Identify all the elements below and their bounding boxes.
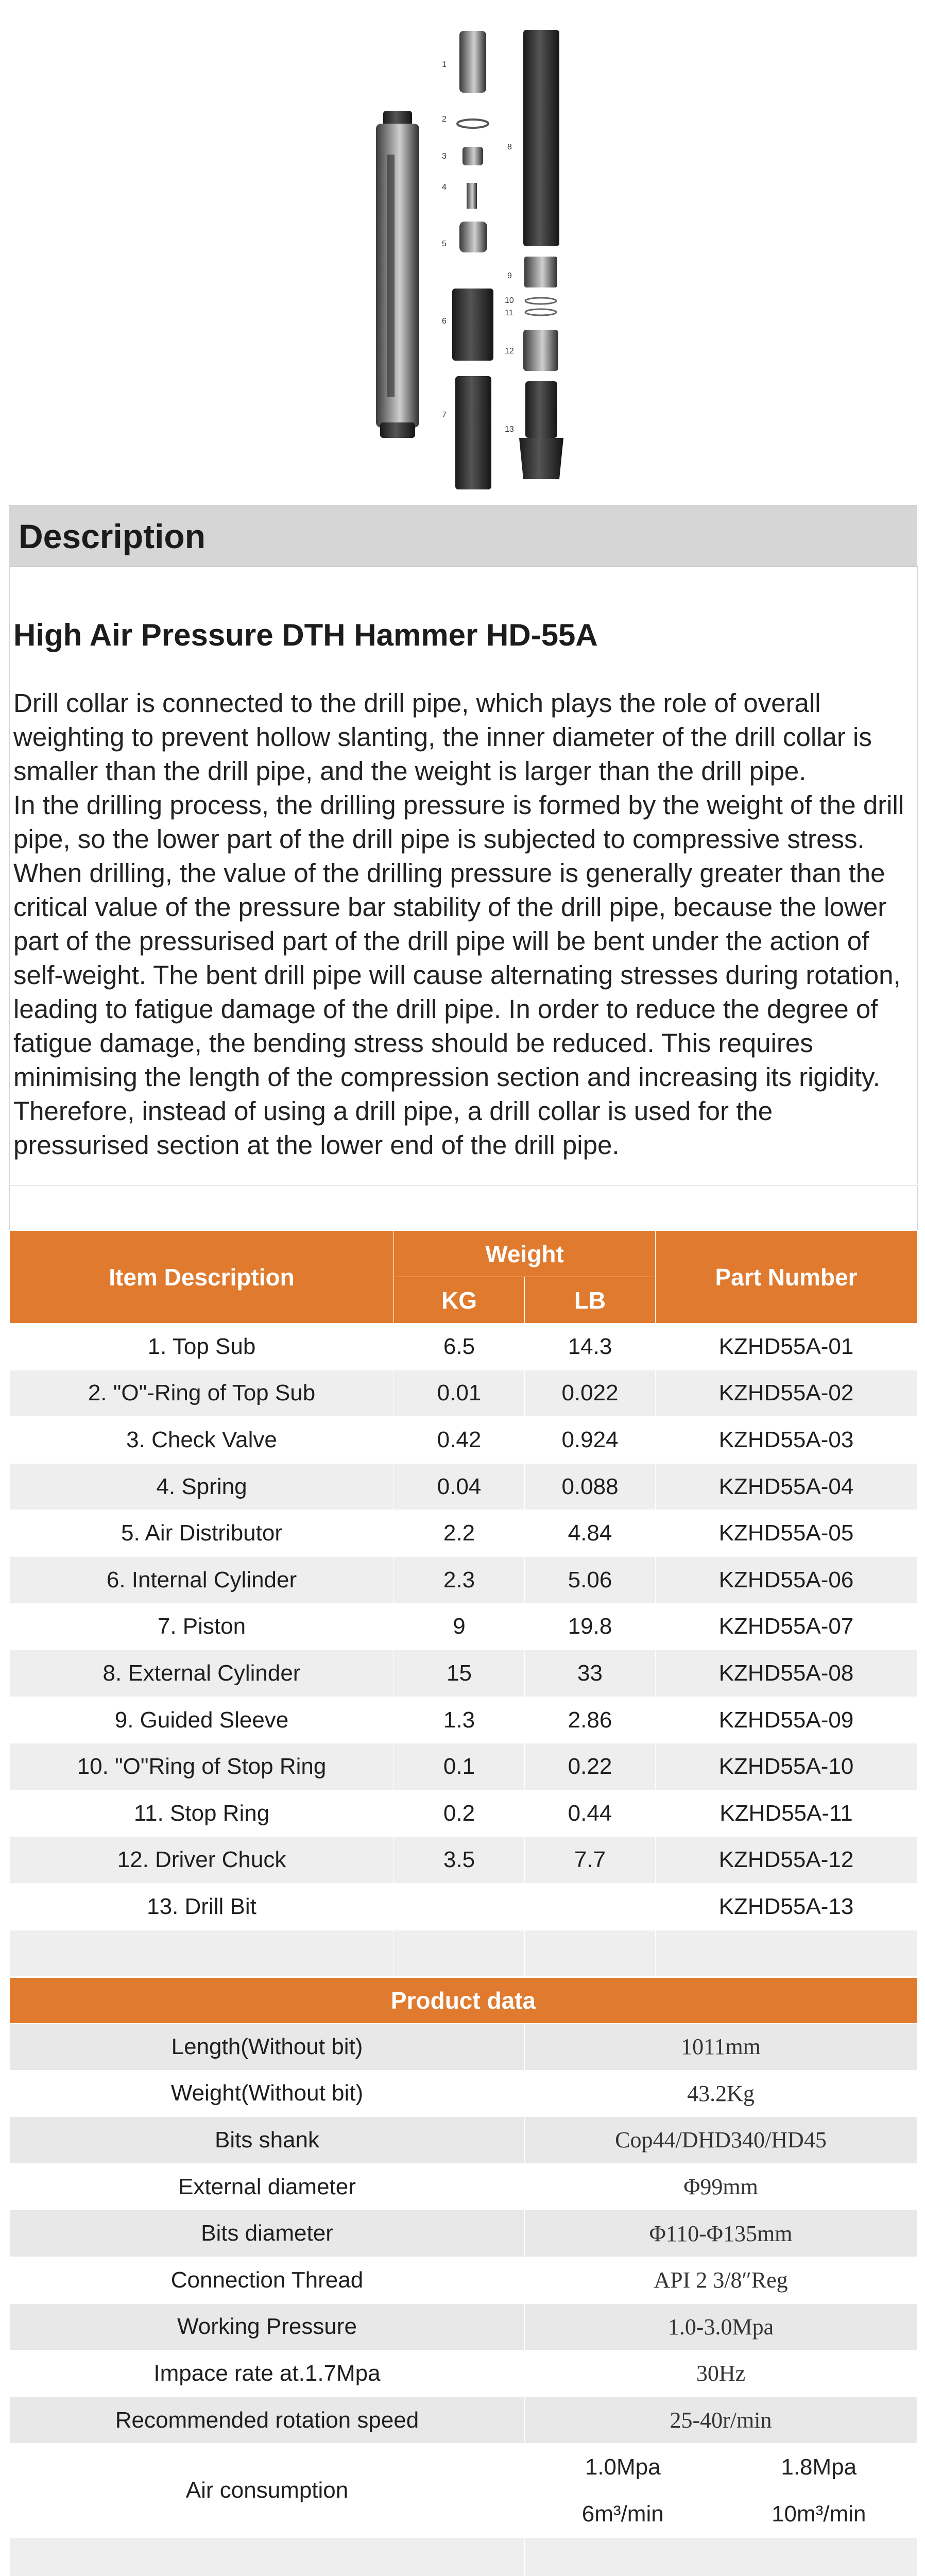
cell-part: KZHD55A-06 [656,1556,917,1603]
part-label-5: 5 [442,240,447,248]
cell-kg: 1.3 [394,1697,525,1743]
cell-kg: 2.3 [394,1556,525,1603]
product-data-row [10,2070,917,2117]
spec-label: Recommended rotation speed [10,2397,525,2444]
cell-part: KZHD55A-05 [656,1510,917,1557]
table-row [10,1603,917,1650]
table-row [10,1510,917,1557]
cell-item: 4. Spring [10,1463,394,1510]
spec-value: API 2 3/8″Reg [525,2257,917,2303]
description-paragraph: In the drilling process, the drilling pressure is formed by the weight of the drill pipe, so the lower part of the drill pipe is subjected to compressive stress. When drilling, the value of the drilling pressure is generally greater than the critical value of the pressure bar stability of the drill pipe, because the lower part of the pressurised part of the drill pipe will be bent under the action of self-weight. The bent drill pipe will cause alternating stresses during rotation, leading to fatigue damage of the drill pipe. In order to reduce the degree of fatigue damage, the bending stress should be reduced. This requires minimising the length of the compression section and increasing its rigidity. Therefore, instead of using a drill pipe, a drill collar is used for the pressurised section at the lower end of the drill pipe. [13,790,904,1160]
spec-value: 30Hz [525,2350,917,2397]
spec-value: 1011mm [525,2024,917,2071]
assembled-hammer [376,111,419,438]
cell-lb: 5.06 [525,1556,656,1603]
cell-lb: 2.86 [525,1697,656,1743]
part-label-8: 8 [507,143,512,151]
spec-value: Cop44/DHD340/HD45 [525,2117,917,2164]
spec-value: 25-40r/min [525,2397,917,2444]
table-row [10,1463,917,1510]
spec-label: Bits diameter [10,2210,525,2257]
cell-item: 11. Stop Ring [10,1790,394,1837]
cell-part: KZHD55A-09 [656,1697,917,1743]
cell-kg [394,1884,525,1930]
blank-cell [10,2538,525,2576]
product-data-row [10,2117,917,2164]
cell-part [656,1930,917,1977]
part-label-12: 12 [505,347,514,355]
product-data-row [10,2163,917,2210]
air-consumption-row [10,2444,917,2538]
cell-kg: 0.1 [394,1743,525,1790]
cell-lb: 0.022 [525,1370,656,1417]
header-item-description: Item Description [10,1231,394,1324]
cell-item: 1. Top Sub [10,1324,394,1370]
cell-item: 5. Air Distributor [10,1510,394,1557]
spec-label: External diameter [10,2163,525,2210]
cell-lb: 0.44 [525,1790,656,1837]
table-row [10,1930,917,1977]
cell-lb: 19.8 [525,1603,656,1650]
cell-kg: 0.04 [394,1463,525,1510]
blank-row [10,2538,917,2576]
spec-value: Φ99mm [525,2163,917,2210]
product-data-row [10,2350,917,2397]
cell-lb [525,1884,656,1930]
table-row [10,1743,917,1790]
spec-label: Air consumption [10,2444,525,2538]
cell-part: KZHD55A-04 [656,1463,917,1510]
hammer-parts-illustration [0,0,925,496]
part-label-6: 6 [442,317,447,326]
description-spacer [9,1185,918,1230]
spec-label: Impace rate at.1.7Mpa [10,2350,525,2397]
table-row [10,1370,917,1417]
part-label-13: 13 [505,425,514,434]
table-row [10,1417,917,1464]
cell-item: 2. "O"-Ring of Top Sub [10,1370,394,1417]
cell-part: KZHD55A-02 [656,1370,917,1417]
table-row [10,1697,917,1743]
cell-part: KZHD55A-07 [656,1603,917,1650]
product-title: High Air Pressure DTH Hammer HD-55A [13,618,598,652]
spec-value: 1.0-3.0Mpa [525,2303,917,2350]
cell-kg: 15 [394,1650,525,1697]
table-row [10,1837,917,1884]
parts-table [9,1230,917,1977]
cell-item [10,1930,394,1977]
part-label-3: 3 [442,152,447,161]
description-heading-bar [9,505,917,567]
cell-part: KZHD55A-08 [656,1650,917,1697]
cell-item: 6. Internal Cylinder [10,1556,394,1603]
cell-item: 9. Guided Sleeve [10,1697,394,1743]
table-row [10,1884,917,1930]
cell-lb: 0.22 [525,1743,656,1790]
air-volume-1: 6m³/min [581,2501,664,2527]
cell-kg: 0.42 [394,1417,525,1464]
part-label-10: 10 [505,296,514,305]
description-paragraph: Drill collar is connected to the drill pipe, which plays the role of overall weighting to prevent hollow slanting, the inner diameter of the drill collar is smaller than the drill pipe, and the weight is larger than the drill pipe. [13,688,872,786]
part-label-11: 11 [505,309,513,317]
part-label-7: 7 [442,411,447,419]
product-data-row [10,2024,917,2071]
cell-item: 13. Drill Bit [10,1884,394,1930]
cell-part: KZHD55A-10 [656,1743,917,1790]
blank-cell [525,2538,917,2576]
cell-kg [394,1930,525,1977]
cell-part: KZHD55A-11 [656,1790,917,1837]
spec-label: Working Pressure [10,2303,525,2350]
spec-value: 43.2Kg [525,2070,917,2117]
spec-label: Weight(Without bit) [10,2070,525,2117]
parts-table-body [10,1324,917,1977]
cell-lb: 7.7 [525,1837,656,1884]
cell-part: KZHD55A-01 [656,1324,917,1370]
cell-lb: 4.84 [525,1510,656,1557]
cell-lb: 0.088 [525,1463,656,1510]
header-part-number: Part Number [656,1231,917,1324]
cell-kg: 3.5 [394,1837,525,1884]
cell-kg: 2.2 [394,1510,525,1557]
cell-kg: 6.5 [394,1324,525,1370]
cell-lb: 0.924 [525,1417,656,1464]
table-row [10,1324,917,1370]
part-label-2: 2 [442,115,447,124]
air-consumption-values [525,2444,917,2538]
header-lb: LB [525,1277,656,1324]
product-data-row [10,2257,917,2303]
cell-part: KZHD55A-12 [656,1837,917,1884]
product-data-table [9,1977,917,2576]
air-pressure-1: 1.0Mpa [585,2454,661,2480]
part-label-9: 9 [507,272,512,280]
cell-kg: 9 [394,1603,525,1650]
header-weight: Weight [394,1231,656,1277]
part-label-4: 4 [442,183,447,192]
cell-lb: 33 [525,1650,656,1697]
cell-item: 3. Check Valve [10,1417,394,1464]
product-data-row [10,2397,917,2444]
part-label-1: 1 [442,60,447,69]
air-volume-2: 10m³/min [772,2501,866,2527]
spec-value: Φ110-Φ135mm [525,2210,917,2257]
cell-item: 7. Piston [10,1603,394,1650]
product-data-row [10,2303,917,2350]
cell-item: 10. "O"Ring of Stop Ring [10,1743,394,1790]
cell-item: 12. Driver Chuck [10,1837,394,1884]
table-row [10,1790,917,1837]
cell-part: KZHD55A-03 [656,1417,917,1464]
cell-part: KZHD55A-13 [656,1884,917,1930]
spec-label: Length(Without bit) [10,2024,525,2071]
table-row [10,1650,917,1697]
header-kg: KG [394,1277,525,1324]
product-data-row [10,2210,917,2257]
spec-label: Bits shank [10,2117,525,2164]
product-exploded-view [0,0,925,496]
spec-label: Connection Thread [10,2257,525,2303]
cell-item: 8. External Cylinder [10,1650,394,1697]
cell-lb: 14.3 [525,1324,656,1370]
description-body [13,686,915,1162]
cell-kg: 0.01 [394,1370,525,1417]
cell-kg: 0.2 [394,1790,525,1837]
cell-lb [525,1930,656,1977]
description-heading: Description [19,517,206,555]
air-pressure-2: 1.8Mpa [781,2454,857,2480]
table-row [10,1556,917,1603]
product-data-heading: Product data [10,1978,917,2024]
exploded-parts [452,30,563,489]
